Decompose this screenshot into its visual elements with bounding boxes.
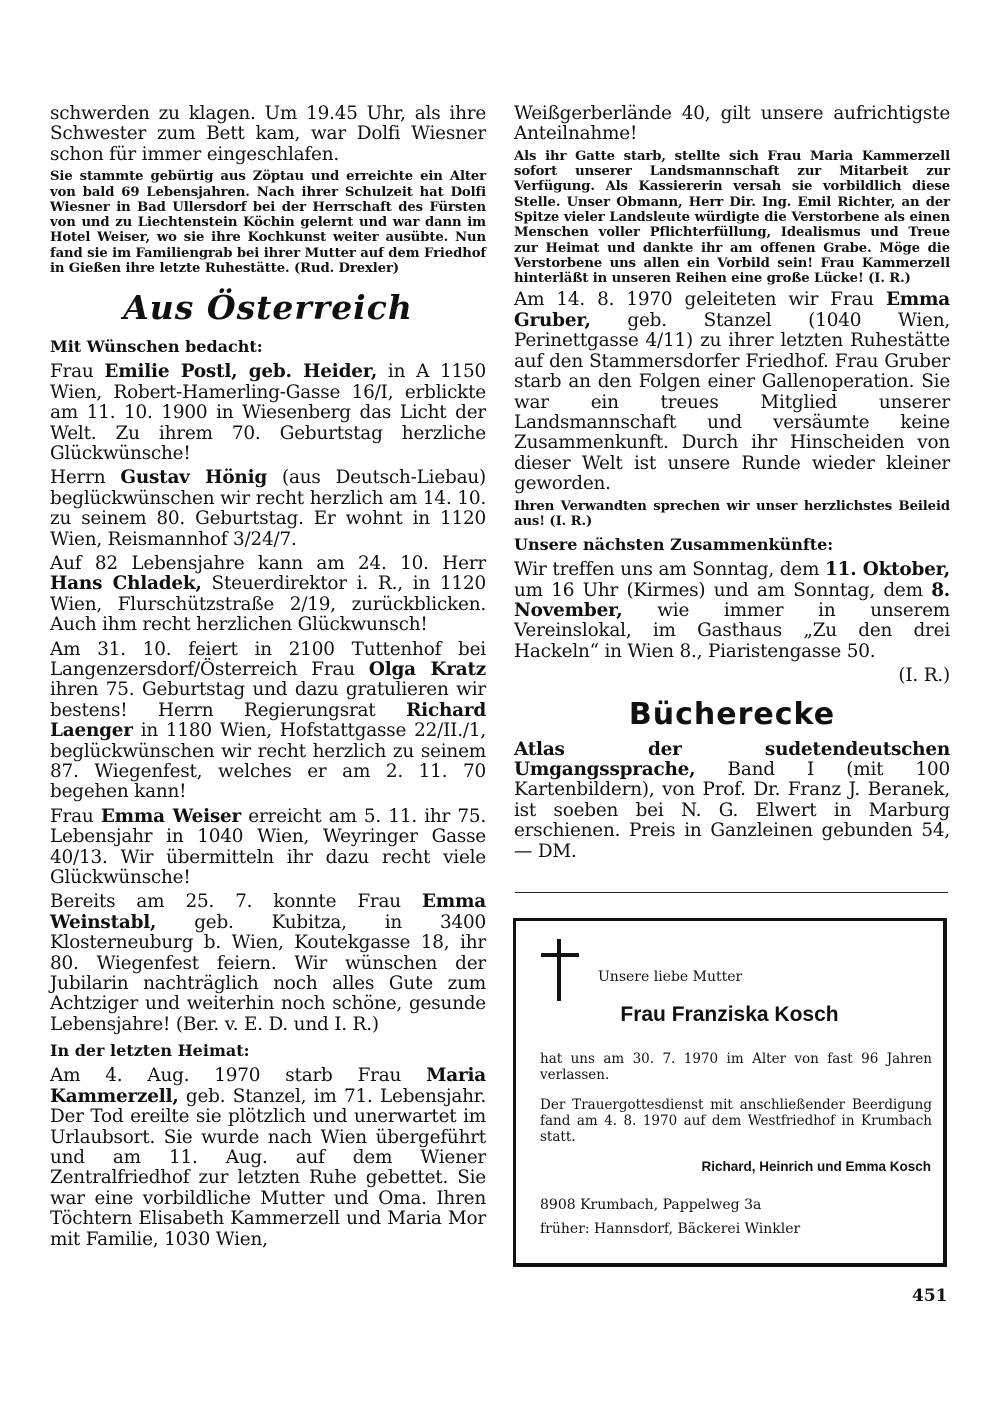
paragraph xyxy=(50,468,486,550)
page-number: 451 xyxy=(912,1286,948,1306)
bold-text: Gustav Hönig xyxy=(120,467,268,489)
section-subheading xyxy=(50,1041,486,1060)
text: geb. Kubitza, in 3400 Klosterneuburg b. Wien, Koutekgasse 18, ihr 80. Wiegenfest feiern. Wir wünschen der Jubilarin nachträglich noch alles Gute zum Achtziger und weiterhin noch schöne, gesunde Lebensjahre! (Ber. v. E. D. und I. R.) xyxy=(50,911,486,1035)
paragraph xyxy=(514,149,950,287)
notice-address: 8908 Krumbach, Pappelweg 3a xyxy=(540,1197,762,1213)
paragraph xyxy=(50,892,486,1035)
text: Aus Österreich xyxy=(123,288,413,328)
paragraph xyxy=(514,104,950,145)
text: Auf 82 Lebensjahre kann am 24. 10. Herr xyxy=(50,552,486,574)
section-heading xyxy=(514,697,950,732)
paragraph xyxy=(50,104,486,165)
paragraph xyxy=(514,499,950,530)
notice-previous-address: früher: Hannsdorf, Bäckerei Winkler xyxy=(540,1221,801,1237)
bold-text: 8. November, xyxy=(514,579,950,621)
text: In der letzten Heimat: xyxy=(50,1041,250,1061)
notice-intro: Unsere liebe Mutter xyxy=(598,969,743,985)
notice-text: hat uns am 30. 7. 1970 im Alter von fast 96 Jahren verlassen. xyxy=(540,1051,932,1083)
divider-rule xyxy=(515,892,948,893)
text: Band I (mit 100 Kartenbildern), von Prof. Dr. Franz J. Beranek, ist soeben bei N. G. Elwert in Marburg erschienen. Preis in Ganzleinen gebunden 54,— DM. xyxy=(514,758,950,862)
bold-text: Emma Gruber, xyxy=(514,289,950,331)
paragraph xyxy=(514,290,950,494)
notice-signature: Richard, Heinrich und Emma Kosch xyxy=(701,1159,931,1174)
bold-text: Emilie Postl, geb. Heider, xyxy=(104,361,378,383)
text: Unsere nächsten Zusammenkünfte: xyxy=(514,535,834,555)
text: erreicht am 5. 11. ihr 75. Lebensjahr in 1040 Wien, Weyringer Gasse 40/13. Wir übermitteln ihr dazu recht viele Glückwünsche! xyxy=(50,805,487,889)
left-column xyxy=(50,104,486,1254)
text: um 16 Uhr (Kirmes) und am Sonntag, dem xyxy=(514,579,932,601)
section-subheading xyxy=(50,337,486,356)
text: Am 4. Aug. 1970 starb Frau xyxy=(50,1065,427,1087)
cross-icon xyxy=(541,939,579,1003)
bold-text: Emma Weiser xyxy=(100,805,242,827)
text: schwerden zu klagen. Um 19.45 Uhr, als ihre Schwester zum Bett kam, war Dolfi Wiesner schon für immer eingeschlafen. xyxy=(50,103,486,165)
bold-text: Atlas der sudetendeutschen Umgangssprache, xyxy=(514,738,950,780)
bold-text: Maria Kammerzell, xyxy=(50,1065,486,1107)
right-column xyxy=(514,104,950,866)
text: geb. Stanzel, im 71. Lebensjahr. Der Tod ereilte sie plötzlich und unerwartet im Urlaubsort. Sie wurde nach Wien übergeführt und am 11. Aug. auf dem Wiener Zentralfriedhof zur letzten Ruhe gebettet. Sie war eine vorbildliche Mutter und Oma. Ihren Töchtern Elisabeth Kammerzell und Maria Mor mit Familie, 1030 Wien, xyxy=(50,1085,486,1250)
text: Am 31. 10. feiert in 2100 Tuttenhof bei Langenzersdorf/Österreich Frau xyxy=(50,638,486,680)
paragraph xyxy=(50,640,486,803)
bold-text: Hans Chladek, xyxy=(50,573,202,595)
paragraph xyxy=(50,807,486,889)
text: (aus Deutsch-Liebau) beglückwünschen wir recht herzlich am 14. 10. zu seinem 80. Geburtstag. Er wohnt in 1120 Wien, Reismannhof 3/24/7. xyxy=(50,467,487,550)
bold-text: Richard Laenger xyxy=(50,699,486,742)
text: Wir treffen uns am Sonntag, dem xyxy=(514,559,826,581)
text: geb. Stanzel (1040 Wien, Perinettgasse 4/11) zu ihrer letzten Ruhestätte auf den Stammersdorfer Friedhof. Frau Gruber starb an den Folgen einer Gallenoperation. Sie war ein treues Mitglied unserer Landsmannschaft und versäumte keine Zusammenkunft. Durch ihr Hinscheiden von dieser Welt ist unsere Runde wieder kleiner geworden. xyxy=(514,309,950,495)
paragraph xyxy=(50,362,486,464)
section-heading xyxy=(50,288,486,327)
text: Herrn xyxy=(50,467,121,489)
text: Steuerdirektor i. R., in 1120 Wien, Flurschützstraße 2/19, zurückblicken. Auch ihm recht herzlichen Glückwunsch! xyxy=(50,573,486,636)
text: ihren 75. Geburtstag und dazu gratulieren wir bestens! Herrn Regierungsrat xyxy=(50,679,486,721)
notice-name: Frau Franziska Kosch xyxy=(620,1003,839,1026)
text: Weißgerberlände 40, gilt unsere aufrichtigste Anteilnahme! xyxy=(514,103,950,145)
bold-text: Emma Weinstabl, xyxy=(50,891,486,933)
paragraph xyxy=(50,554,486,636)
paragraph xyxy=(50,169,486,276)
text: (I. R.) xyxy=(898,665,950,687)
text: Frau xyxy=(50,361,105,383)
text: Frau xyxy=(50,805,101,827)
text: Bücherecke xyxy=(628,696,836,732)
text: in 1180 Wien, Hofstattgasse 22/II./1, beglückwünschen wir recht herzlich zu seinem 87. Wiegenfest, welches er am 2. 11. 70 begehen kann! xyxy=(50,720,486,803)
text: wie immer in unserem Vereinslokal, im Gasthaus „Zu den drei Hackeln“ in Wien 8., Piaristengasse 50. xyxy=(514,599,950,662)
text: in A 1150 Wien, Robert-Hamerling-Gasse 16/I, erblickte am 11. 10. 1900 in Wiesenberg das Licht der Welt. Zu ihrem 70. Geburtstag herzliche Glückwünsche! xyxy=(50,361,486,464)
paragraph xyxy=(514,740,950,862)
text: Sie stammte gebürtig aus Zöptau und erreichte ein Alter von bald 69 Lebensjahren. Nach ihrer Schulzeit hat Dolfi Wiesner in Bad Ullersdorf bei der Herrschaft des Fürsten von und zu Liechtenstein Köchin gelernt und war dann im Hotel Weiser, wo sie ihre Kochkunst weiter ausübte. Nun fand sie im Familiengrab bei ihrer Mutter auf dem Friedhof in Gießen ihre letzte Ruhestätte. (Rud. Drexler) xyxy=(50,169,486,276)
notice-funeral-text: Der Trauergottesdienst mit anschließender Beerdigung fand am 4. 8. 1970 auf dem Westfriedhof in Krumbach statt. xyxy=(540,1097,932,1145)
text: Als ihr Gatte starb, stellte sich Frau Maria Kammerzell sofort unserer Landsmannschaft zur Mitarbeit zur Verfügung. Als Kassiererin versah sie vorbildlich diese Stelle. Unser Obmann, Herr Dir. Ing. Emil Richter, an der Spitze vieler Landsleute würdigte die Verstorbene als einen Menschen voller Pflichterfüllung, Idealismus und Treue zur Heimat und dankte ihr am offenen Grabe. Möge die Verstorbene uns allen ein Vorbild sein! Frau Kammerzell hinterläßt in unseren Reihen eine große Lücke! (I. R.) xyxy=(514,148,950,287)
text: Ihren Verwandten sprechen wir unser herzlichstes Beileid aus! (I. R.) xyxy=(514,498,950,529)
paragraph xyxy=(514,560,950,662)
paragraph xyxy=(514,666,950,686)
text: Am 14. 8. 1970 geleiteten wir Frau xyxy=(514,289,886,311)
text: Mit Wünschen bedacht: xyxy=(50,337,263,357)
bold-text: 11. Oktober, xyxy=(825,559,950,581)
paragraph xyxy=(50,1066,486,1250)
bold-text: Olga Kratz xyxy=(368,658,486,680)
section-subheading xyxy=(514,535,950,554)
obituary-notice xyxy=(513,918,947,1267)
text: Bereits am 25. 7. konnte Frau xyxy=(50,891,422,913)
